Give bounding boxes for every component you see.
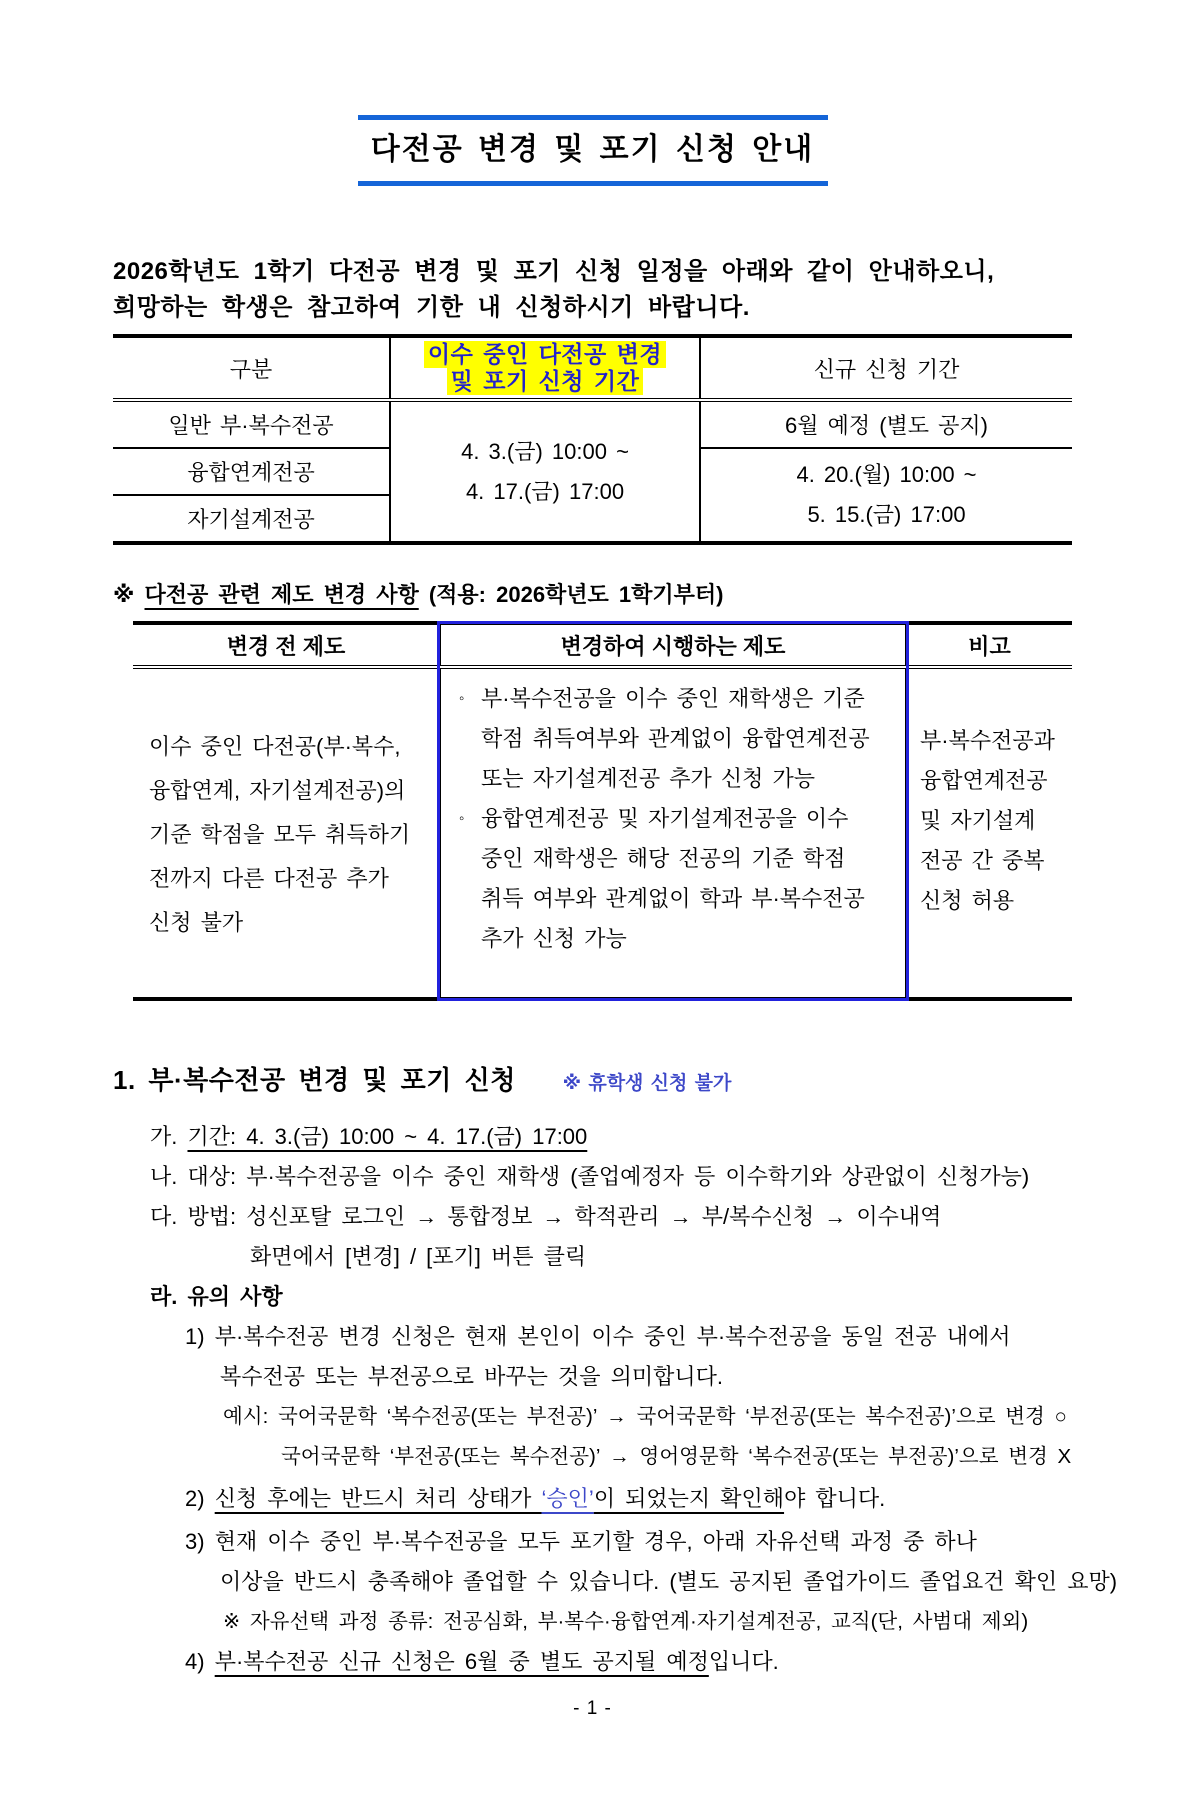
after-line: 학점 취득여부와 관계없이 융합연계전공 — [481, 726, 870, 751]
schedule-table — [113, 334, 1072, 545]
note-4-label: 4) — [185, 1649, 215, 1674]
after-line: 중인 재학생은 해당 전공의 기준 학점 — [481, 846, 846, 871]
item-da-text-1: 방법: 성신포탈 로그인 → 통합정보 → 학적관리 → 부/복수신청 → 이수내역 — [187, 1204, 942, 1229]
note-4-text-rest: 입니다. — [708, 1649, 779, 1674]
note-4 — [113, 1642, 1072, 1682]
policy-header-remark: 비고 — [906, 623, 1072, 667]
intro-line-1: 2026학년도 1학기 다전공 변경 및 포기 신청 일정을 아래와 같이 안내하오니, — [113, 258, 995, 285]
remark-line: 융합연계전공 — [920, 768, 1048, 793]
table-row — [113, 400, 1072, 448]
note-2-text-rest: 야 합니다. — [784, 1486, 886, 1511]
item-da-text-2: 화면에서 [변경] / [포기] 버튼 클릭 — [250, 1244, 587, 1269]
after-bullet-1-text — [481, 679, 870, 799]
note-1-text-2: 복수전공 또는 부전공으로 바꾸는 것을 의미합니다. — [220, 1364, 723, 1389]
before-line: 신청 불가 — [149, 910, 244, 935]
circle-bullet-icon: ◦ — [459, 690, 465, 707]
intro-paragraph — [113, 254, 1072, 326]
after-line: 융합연계전공 및 자기설계전공을 이수 — [481, 806, 849, 831]
policy-header-before: 변경 전 제도 — [133, 623, 440, 667]
example-line-2 — [113, 1437, 1072, 1477]
note-3-label: 3) — [185, 1529, 215, 1554]
item-da-line-1 — [113, 1197, 1072, 1237]
highlighted-header-line-2: 및 포기 신청 기간 — [447, 368, 644, 395]
after-bullet-1 — [459, 679, 891, 799]
schedule-new-merged-cell — [700, 448, 1072, 543]
note-3-text-2: 이상을 반드시 충족해야 졸업할 수 있습니다. (별도 공지된 졸업가이드 졸업요건 확인 요망) — [220, 1569, 1118, 1594]
item-na — [113, 1157, 1072, 1197]
note-2-label: 2) — [185, 1486, 215, 1511]
schedule-header-change-period — [390, 336, 700, 400]
schedule-header-new-period: 신규 신청 기간 — [700, 336, 1072, 400]
note-1-label: 1) — [185, 1324, 215, 1349]
note-1-text-1: 부·복수전공 변경 신청은 현재 본인이 이수 중인 부·복수전공을 동일 전공 내에서 — [214, 1324, 1011, 1349]
change-period-line-1: 4. 3.(금) 10:00 ~ — [461, 438, 629, 464]
item-na-text: 대상: 부·복수전공을 이수 중인 재학생 (졸업예정자 등 이수학기와 상관없이 신청가능) — [187, 1164, 1030, 1189]
notice-page — [0, 115, 1190, 1797]
policy-note-heading — [113, 579, 1072, 611]
note-2 — [113, 1479, 1072, 1519]
item-ga-text: 기간: 4. 3.(금) 10:00 ~ 4. 17.(금) 17:00 — [187, 1124, 588, 1149]
section1-heading — [113, 1061, 1072, 1103]
remark-line: 부·복수전공과 — [920, 728, 1055, 753]
policy-before-cell — [133, 667, 440, 999]
remark-line: 및 자기설계 — [920, 808, 1036, 833]
before-line: 기준 학점을 모두 취득하기 — [149, 822, 411, 847]
after-line: 취득 여부와 관계없이 학과 부·복수전공 — [481, 886, 865, 911]
schedule-change-period-cell — [390, 400, 700, 543]
remark-line: 신청 허용 — [920, 888, 1015, 913]
reference-mark: ※ — [113, 582, 145, 607]
item-ga — [113, 1117, 1072, 1157]
note-3-subnote — [113, 1602, 1072, 1642]
note-4-underlined-text: 부·복수전공 신규 신청은 6월 중 별도 공지될 예정 — [214, 1649, 709, 1674]
item-ra — [113, 1277, 1072, 1317]
schedule-row-label-general: 일반 부·복수전공 — [113, 400, 390, 448]
policy-table-wrap — [133, 621, 1072, 1001]
change-period-line-2: 4. 17.(금) 17:00 — [465, 478, 625, 504]
item-ga-label: 가. — [150, 1124, 188, 1149]
note-3-subnote-text: ※ 자유선택 과정 종류: 전공심화, 부·복수·융합연계·자기설계전공, 교직(단, 사범대 제외) — [223, 1610, 1029, 1633]
item-da-label: 다. — [150, 1204, 188, 1229]
item-ra-label: 라. — [150, 1284, 188, 1309]
page-number: - 1 - — [573, 1698, 612, 1719]
highlighted-header-line-1: 이수 중인 다전공 변경 — [424, 341, 666, 368]
note-2-text-post: 이 되었는지 확인해 — [593, 1486, 785, 1511]
intro-line-2: 희망하는 학생은 참고하여 기한 내 신청하시기 바랍니다. — [113, 294, 750, 321]
circle-bullet-icon: ◦ — [459, 810, 465, 827]
section1-items — [113, 1117, 1118, 1682]
note-3-line-2 — [113, 1562, 1118, 1602]
new-period-line-1: 4. 20.(월) 10:00 ~ — [796, 462, 977, 487]
remark-line: 전공 간 중복 — [920, 848, 1045, 873]
note-3-text-1: 현재 이수 중인 부·복수전공을 모두 포기할 경우, 아래 자유선택 과정 중 하나 — [214, 1529, 977, 1554]
note-3-line-1 — [113, 1522, 1072, 1562]
before-line: 전까지 다른 다전공 추가 — [149, 866, 389, 891]
title-block — [358, 115, 828, 186]
after-line: 추가 신청 가능 — [481, 926, 627, 951]
new-period-line-2: 5. 15.(금) 17:00 — [807, 502, 966, 527]
policy-after-cell — [440, 667, 906, 999]
page-title: 다전공 변경 및 포기 신청 안내 — [370, 133, 815, 166]
after-line: 또는 자기설계전공 추가 신청 가능 — [481, 766, 815, 791]
policy-note-underlined: 다전공 관련 제도 변경 사항 — [144, 582, 419, 607]
note-2-text-pre: 신청 후에는 반드시 처리 상태가 — [214, 1486, 542, 1511]
section1-side-note: ※ 휴학생 신청 불가 — [562, 1073, 732, 1094]
example-label: 예시: — [223, 1405, 278, 1428]
note-2-approved-text: ‘승인’ — [541, 1486, 594, 1511]
before-line: 이수 중인 다전공(부·복수, — [149, 734, 401, 759]
policy-note-suffix: (적용: 2026학년도 1학기부터) — [418, 582, 724, 607]
item-na-label: 나. — [150, 1164, 188, 1189]
schedule-row-label-selfdesign: 자기설계전공 — [187, 507, 315, 532]
schedule-header-category: 구분 — [113, 336, 390, 400]
policy-header-after: 변경하여 시행하는 제도 — [440, 623, 906, 667]
policy-remark-cell — [906, 667, 1072, 999]
note-1-line-1 — [113, 1317, 1072, 1357]
item-ra-text: 유의 사항 — [187, 1284, 283, 1309]
example-text-1: 국어국문학 ‘복수전공(또는 부전공)’ → 국어국문학 ‘부전공(또는 복수전공)’으로 변경 ○ — [278, 1405, 1067, 1428]
policy-table — [133, 621, 1072, 1001]
table-row — [133, 667, 1072, 999]
section1-title: 1. 부·복수전공 변경 및 포기 신청 — [113, 1065, 516, 1095]
example-line-1 — [113, 1397, 1072, 1437]
after-bullet-2 — [459, 799, 891, 959]
schedule-new-general-cell: 6월 예정 (별도 공지) — [700, 400, 1072, 448]
after-bullet-2-text — [481, 799, 865, 959]
schedule-row-label-convergence: 융합연계전공 — [113, 448, 390, 495]
note-1-line-2 — [113, 1357, 1072, 1397]
item-da-line-2 — [113, 1237, 1072, 1277]
before-line: 융합연계, 자기설계전공)의 — [149, 778, 406, 803]
after-line: 부·복수전공을 이수 중인 재학생은 기준 — [481, 686, 865, 711]
example-text-2: 국어국문학 ‘부전공(또는 복수전공)’ → 영어영문학 ‘복수전공(또는 부전공)’으로 변경 X — [281, 1445, 1072, 1468]
